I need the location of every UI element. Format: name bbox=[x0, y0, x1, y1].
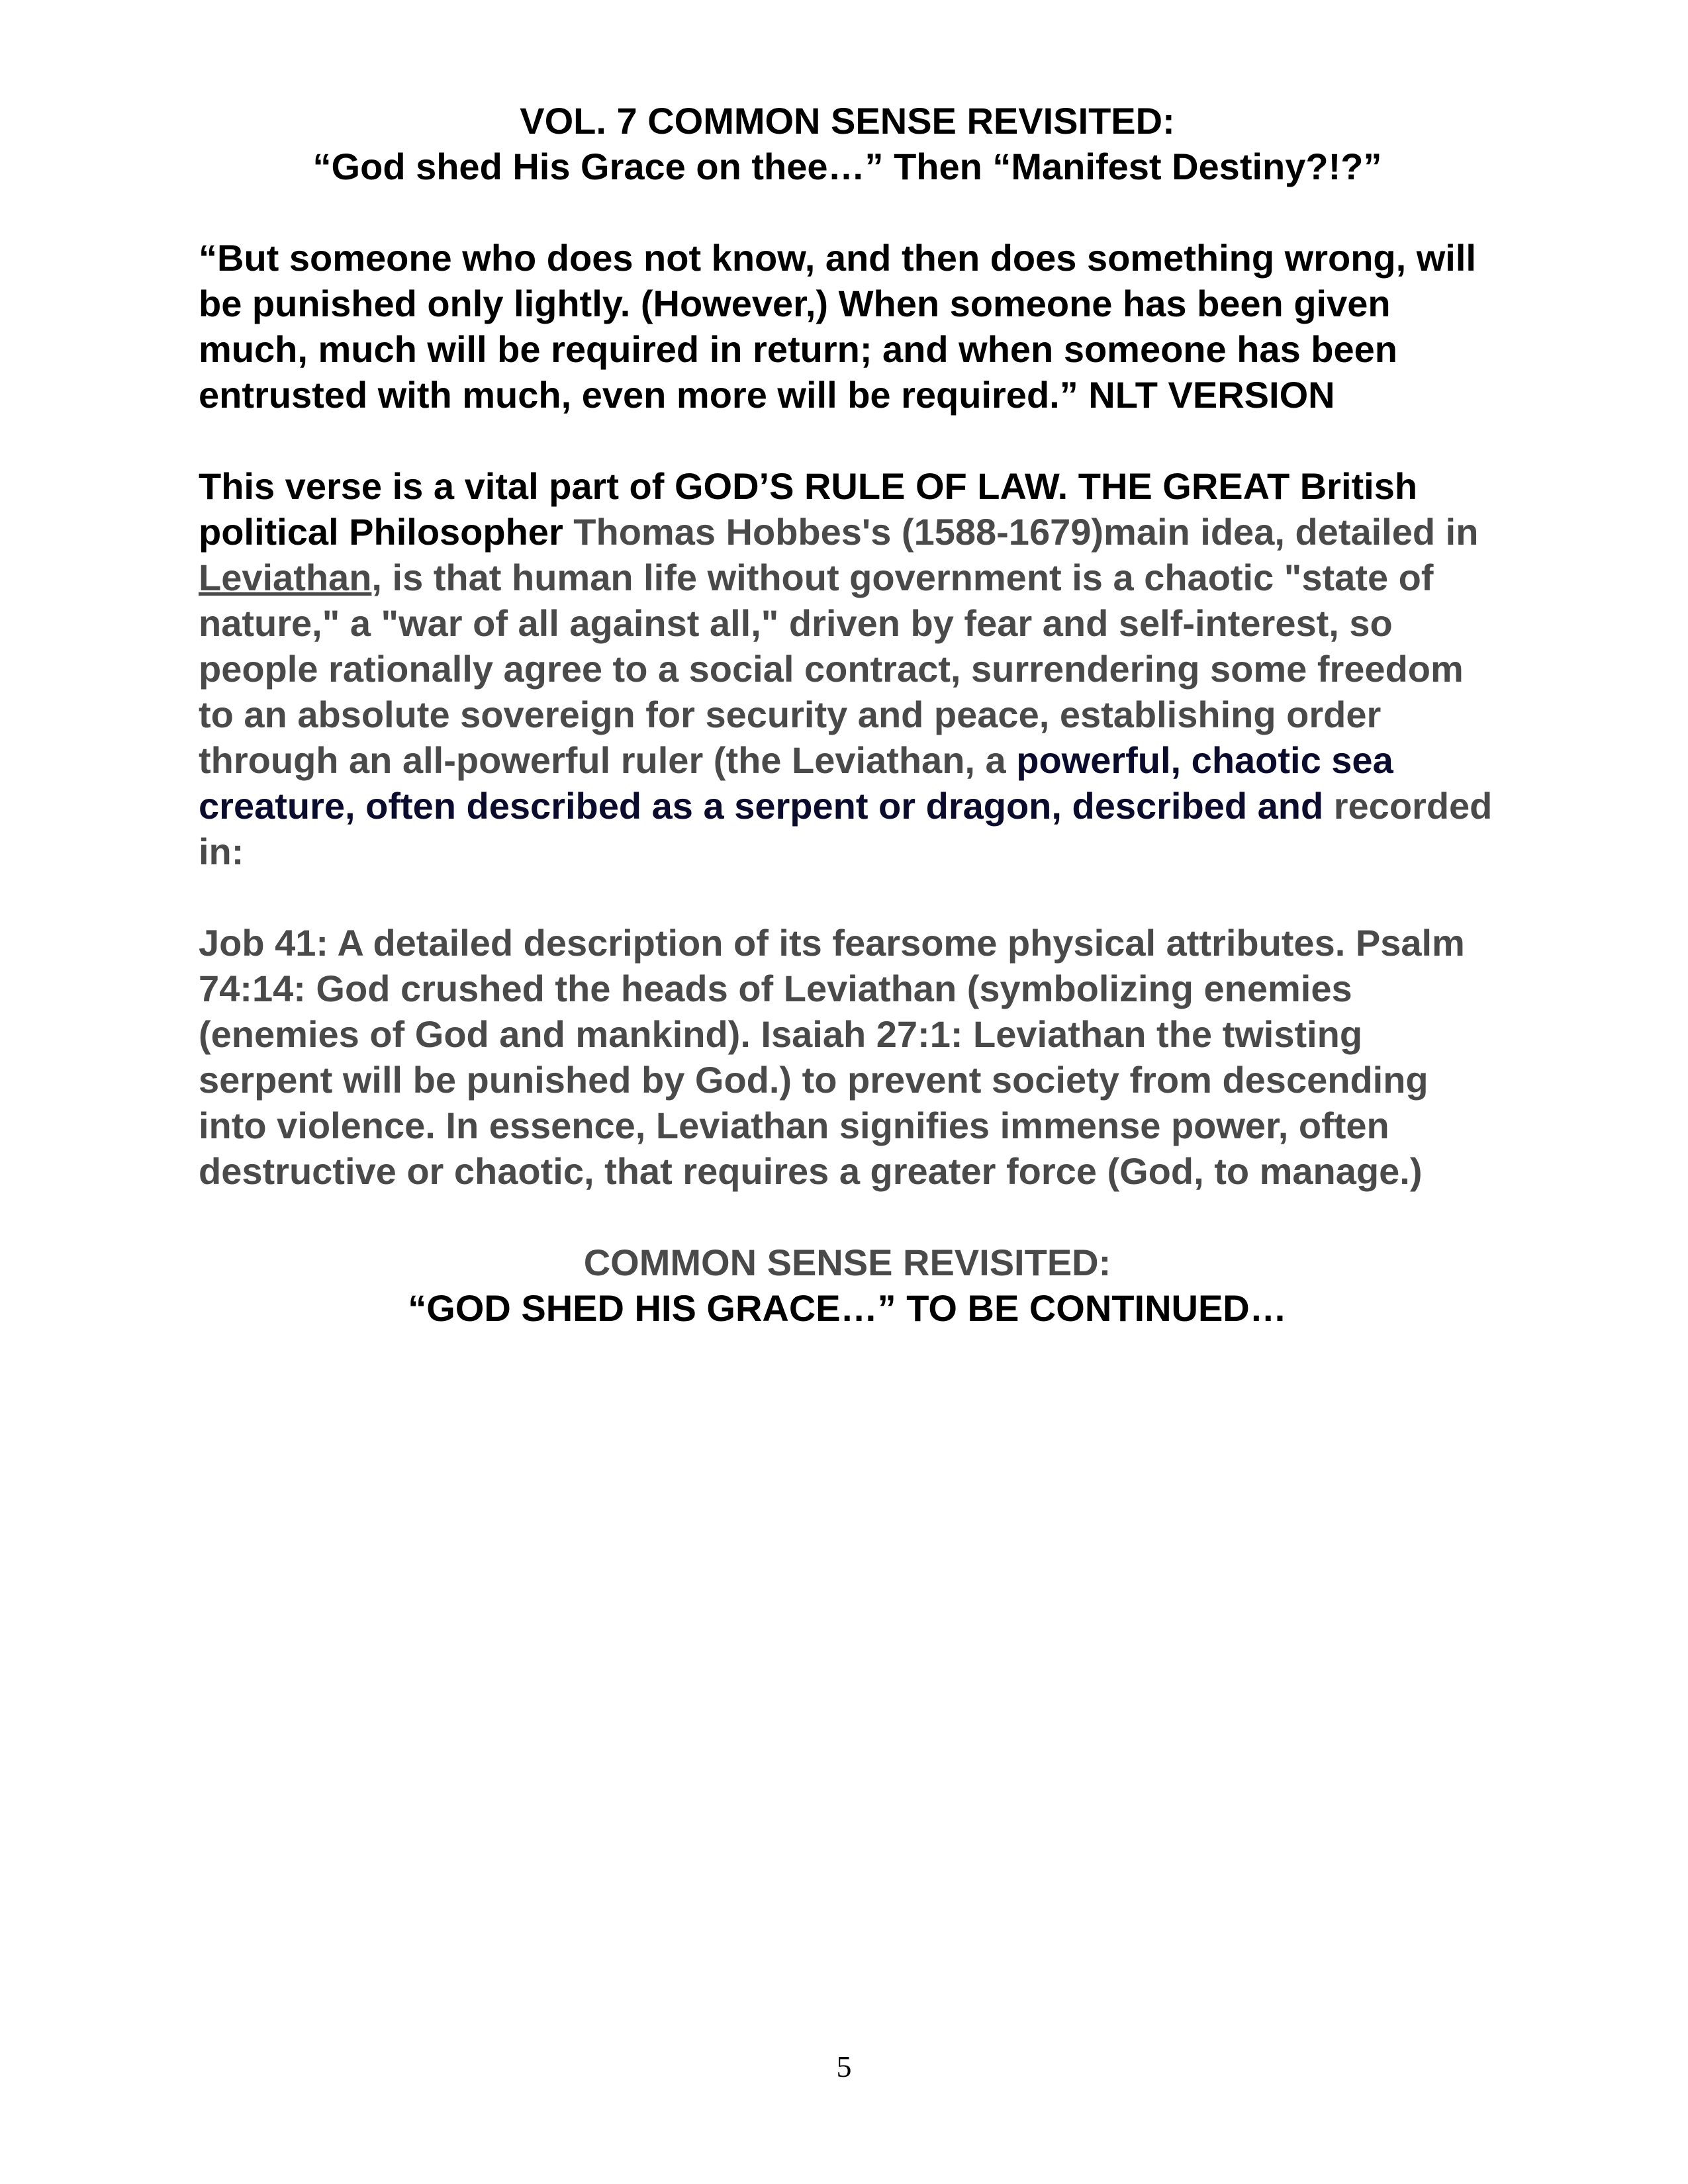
hobbes-paragraph bbox=[199, 463, 1496, 874]
page-number: 5 bbox=[836, 2050, 852, 2083]
closing-line-1: COMMON SENSE REVISITED: bbox=[583, 1242, 1111, 1283]
closing-line-2: “GOD SHED HIS GRACE…” TO BE CONTINUED… bbox=[408, 1287, 1287, 1329]
document-title bbox=[199, 98, 1496, 189]
title-line-1: VOL. 7 COMMON SENSE REVISITED: bbox=[520, 100, 1175, 142]
hobbes-gray-text-2: , is that human life without government is a chaotic "state of nature," a "war of all against all," driven by fear and self-interest, so people rationally agree to a social contract, surrendering some freedom to an absolute sovereign for security and peace, establishing order through an all-powerful ruler (the Leviathan, a bbox=[199, 557, 1464, 781]
leviathan-link[interactable]: Leviathan bbox=[199, 557, 372, 598]
hobbes-intro: This verse is a vital part of GOD’S RULE OF LAW. THE GREAT British political Philosopher bbox=[199, 465, 1418, 553]
document-body bbox=[199, 98, 1496, 1331]
hobbes-navy-text: powerful, chaotic sea creature, often described as a serpent or dragon, described and bbox=[199, 739, 1393, 827]
title-line-2: “God shed His Grace on thee…” Then “Manifest Destiny?!?” bbox=[312, 146, 1382, 187]
verse-paragraph: “But someone who does not know, and then does something wrong, will be punished only lightly. (However,) When someone has been given much, much will be required in return; and when someone has been entrusted with much, even more will be required.” NLT VERSION bbox=[199, 237, 1476, 416]
hobbes-gray-text-1: Thomas Hobbes's (1588-1679)main idea, detailed in bbox=[573, 511, 1479, 553]
closing-heading bbox=[199, 1240, 1496, 1331]
scripture-paragraph: Job 41: A detailed description of its fearsome physical attributes. Psalm 74:14: God crushed the heads of Leviathan (symbolizing enemies (enemies of God and mankind). Isaiah 27:1: Leviathan the twisting serpent will be punished by God.) to prevent society from descending into violence. In essence, Leviathan signifies immense power, often destructive or chaotic, that requires a greater force (God, to manage.) bbox=[199, 922, 1465, 1192]
hobbes-gray-text-3: recorded in: bbox=[199, 785, 1493, 872]
